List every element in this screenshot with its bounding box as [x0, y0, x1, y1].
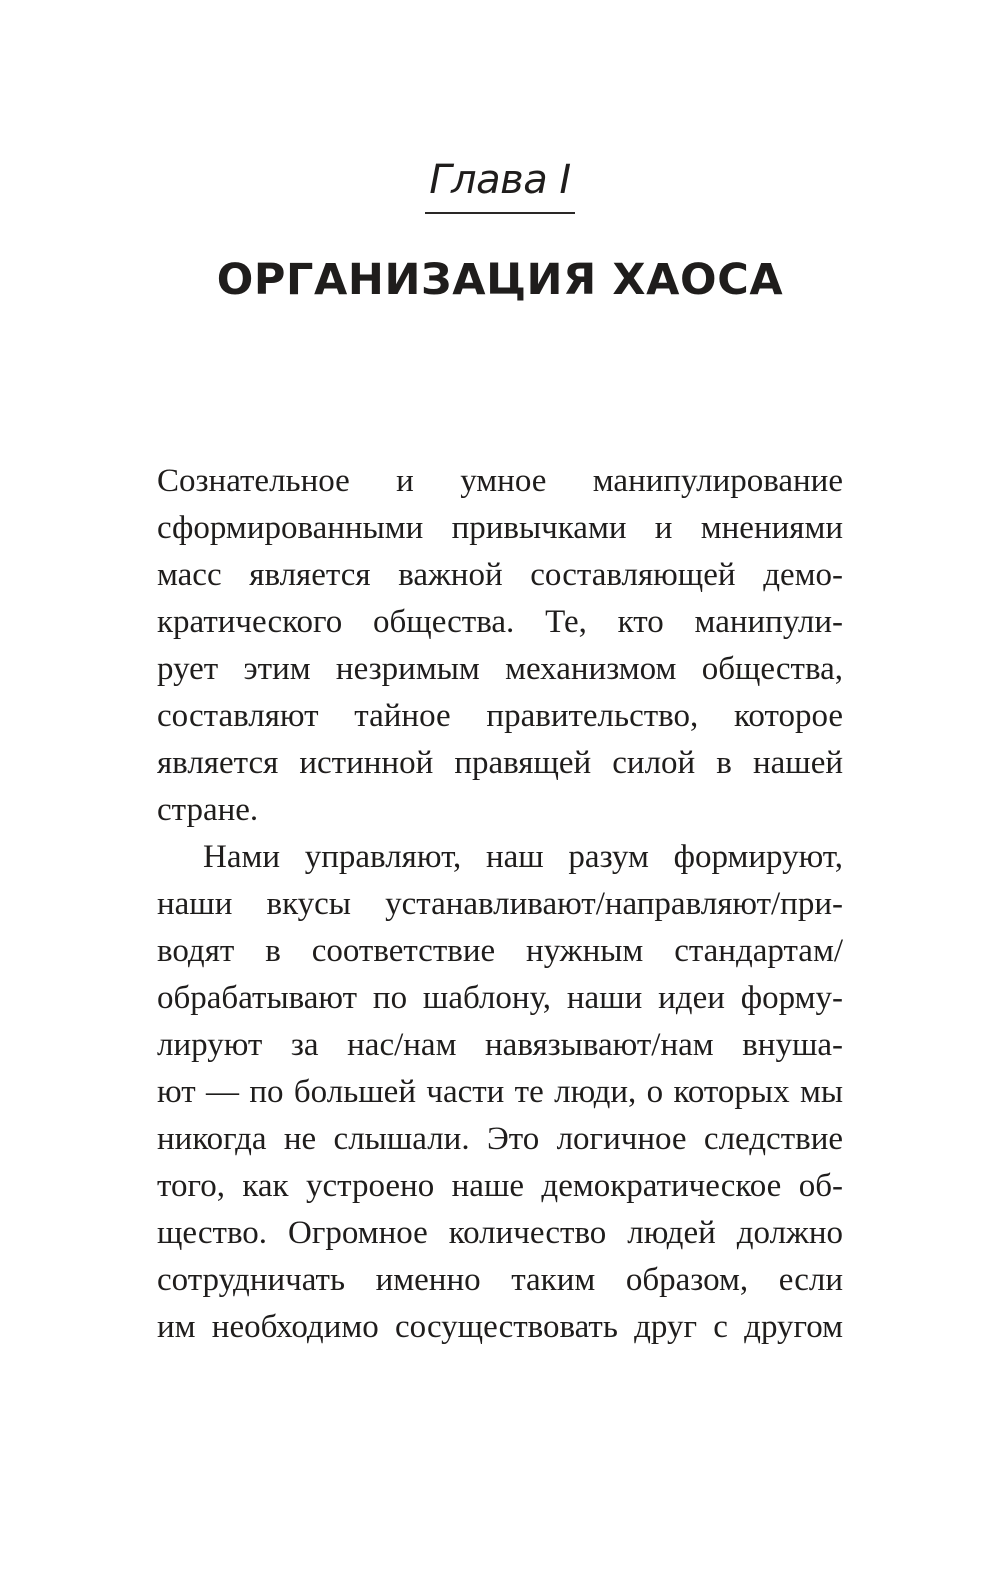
chapter-label — [0, 152, 1000, 214]
text-line: наши вкусы устанавливают/направляют/при- — [157, 886, 843, 922]
text-line: составляют тайное правительство, которое — [157, 698, 843, 734]
text-line: рует этим незримым механизмом общества, — [157, 651, 843, 687]
text-line: им необходимо сосуществовать друг с другом — [157, 1309, 843, 1345]
text-line: лируют за нас/нам навязывают/нам внуша- — [157, 1027, 843, 1063]
text-line: никогда не слышали. Это логичное следствие — [157, 1121, 843, 1157]
text-line: сформированными привычками и мнениями — [157, 510, 843, 546]
chapter-label-text: Глава I — [425, 152, 574, 214]
text-line: кратического общества. Те, кто манипули- — [157, 604, 843, 640]
text-line: стране. — [157, 792, 259, 828]
text-line: обрабатывают по шаблону, наши идеи форму- — [157, 980, 843, 1016]
text-line: Сознательное и умное манипулирование — [157, 463, 843, 499]
chapter-body — [157, 458, 843, 1351]
text-line: масс является важной составляющей демо- — [157, 557, 843, 593]
paragraph-1 — [157, 458, 843, 834]
text-line: Нами управляют, наш разум формируют, — [203, 839, 843, 875]
text-line: сотрудничать именно таким образом, если — [157, 1262, 843, 1298]
paragraph-2 — [157, 834, 843, 1351]
chapter-title: ОРГАНИЗАЦИЯ ХАОСА — [216, 255, 784, 305]
text-line: того, как устроено наше демократическое об- — [157, 1168, 843, 1204]
text-line: ют — по большей части те люди, о которых мы — [157, 1074, 843, 1110]
text-line: является истинной правящей силой в нашей — [157, 745, 843, 781]
text-line: щество. Огромное количество людей должно — [157, 1215, 843, 1251]
text-line: водят в соответствие нужным стандартам/ — [157, 933, 843, 969]
